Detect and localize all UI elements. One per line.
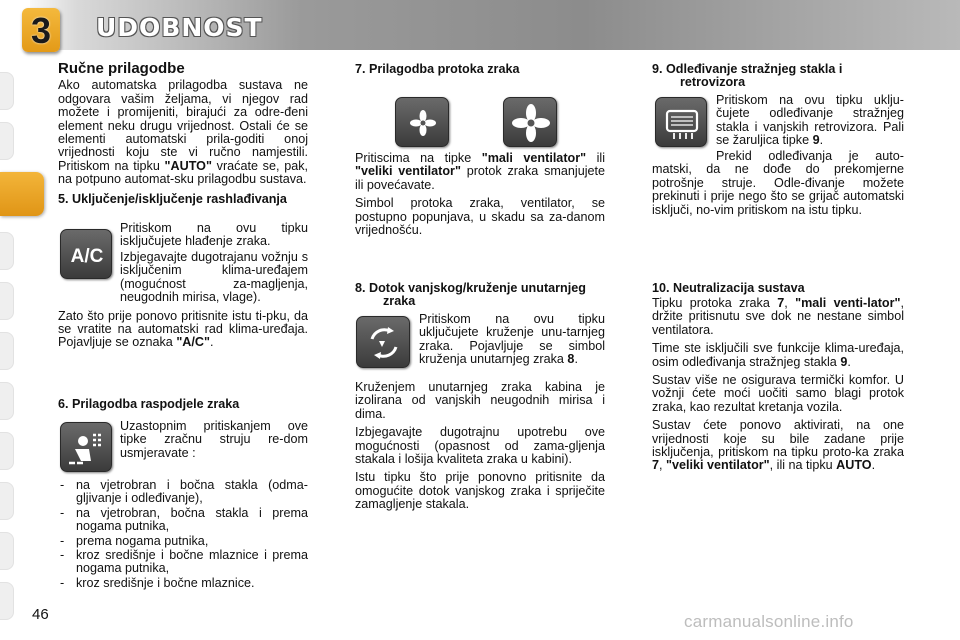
section-10-p4: Sustav ćete ponovo aktivirati, na one vrijednosti koje su bile zadane prije isključenja, pritiskom na tipku proto-ka zraka 7, "veliki ventilator", ili na tipku AUTO.: [652, 418, 904, 473]
section-9-p1: Pritiskom na ovu tipku uklju-čujete odleđivanje stražnjeg stakla i vanjskih retrovizora. Pali se žaruljica tipke 9.: [716, 93, 904, 148]
list-item: - kroz središnje i bočne mlaznice.: [58, 577, 308, 590]
section-8-p3: Izbjegavajte dugotrajnu upotrebu ove mogućnosti (opasnost od zama-gljenja stakala i lošija kvaliteta zraka u kabini).: [355, 425, 605, 467]
side-tab-10[interactable]: [0, 532, 14, 570]
section-7-title: 7. Prilagodba protoka zraka: [355, 62, 520, 76]
list-item: - na vjetrobran i bočna stakla (odma-gljivanje i odleđivanje),: [58, 479, 308, 506]
side-tab-9[interactable]: [0, 482, 14, 520]
chapter-header: [0, 0, 960, 58]
side-tab-2[interactable]: [0, 122, 14, 160]
side-tab-6[interactable]: [0, 332, 14, 370]
section-8-p1: Pritiskom na ovu tipku uključujete kruženje unu-tarnjeg zraka. Pojavljuje se simbol kruženja unutarnjeg zraka 8.: [419, 312, 605, 367]
section-7-p2: Simbol protoka zraka, ventilator, se postupno popunjava, u skadu sa za-danom vrijednošću.: [355, 196, 605, 238]
side-tab-4[interactable]: [0, 232, 14, 270]
list-item: - prema nogama putnika,: [58, 535, 308, 548]
side-tab-7[interactable]: [0, 382, 14, 420]
section-10-title: 10. Neutralizacija sustava: [652, 281, 805, 295]
intro-paragraph: Ako automatska prilagodba sustava ne odgovara vašim željama, vi njegov rad možete i promijeniti, birajući za odre-đeni element neku drugu vrijednost. Ostali će se elementi automatski prila-goditi onoj vrijednosti koju ste vi ručno namjestili. Pritiskom na tipku "AUTO" vraćate se, pak, na potpuno automat-sku prilagodbu sustava.: [58, 78, 309, 187]
chapter-number: 3: [30, 10, 52, 51]
air-direction-list: [58, 479, 308, 590]
page-number: 46: [32, 606, 49, 623]
side-tab-11[interactable]: [0, 582, 14, 620]
side-tab-8[interactable]: [0, 432, 14, 470]
list-item: - kroz središnje i bočne mlaznice i prema nogama putnika,: [58, 549, 308, 576]
recirculation-icon: [356, 316, 410, 368]
section-8-p4: Istu tipku što prije ponovno pritisnite da omogućite dotok vanjskog zraka i spriječite zamagljenje stakala.: [355, 470, 605, 512]
side-tab-1[interactable]: [0, 72, 14, 110]
section-5-p3: Zato što prije ponovo pritisnite istu ti-pku, da se vratite na automatski rad klima-uređaja. Pojavljuje se oznaka "A/C".: [58, 308, 308, 350]
section-10-p1: Tipku protoka zraka 7, "mali venti-lator", držite pritisnutu sve dok ne nestane simbol ventilatora.: [652, 296, 904, 337]
chapter-title: UDOBNOST: [96, 13, 263, 42]
section-5-p1: Pritiskom na ovu tipku isključujete hlađenje zraka.: [120, 221, 308, 249]
section-6-title: 6. Prilagodba raspodjele zraka: [58, 397, 240, 411]
section-8-title: 8. Dotok vanjskog/kruženje unutarnjeg zraka: [355, 281, 586, 309]
section-10-p2: Time ste isključili sve funkcije klima-uređaja, osim odleđivanja stražnjeg stakla 9.: [652, 341, 904, 369]
section-10-p3: Sustav više ne osigurava termički komfor. U vožnji ćete moći uočiti samo blagi protok zraka, kao rezultat kretanja vozila.: [652, 373, 904, 414]
section-6-p1: Uzastopnim pritiskanjem ove tipke zračnu struju re-dom usmjeravate :: [120, 419, 308, 460]
section-9-title: 9. Odleđivanje stražnjeg stakla i retrovizora: [652, 62, 843, 90]
small-fan-icon: [395, 97, 449, 147]
column-left: [58, 62, 308, 192]
watermark: carmanualsonline.info: [684, 612, 854, 631]
section-7-p1: Pritiscima na tipke "mali ventilator" ili "veliki ventilator" protok zraka smanjujete ili povećavate.: [355, 151, 606, 192]
ac-label: A/C: [70, 246, 104, 267]
section-5-p2: Izbjegavajte dugotrajanu vožnju s isključenim klima-uređajem (mogućnost za-magljenja, neugodnih mirisa, vlage).: [120, 250, 308, 305]
section-5-title: 5. Uključenje/isključenje rashlađivanja: [58, 192, 287, 206]
chapter-badge: [22, 8, 60, 52]
section-9-p2: Prekid odleđivanja je auto-matski, da ne dođe do prekomjerne potrošnje struje. Odle-đivanje možete prekinuti i prije nego što se grijač automatski isključi, no-vim pritiskom na istu tipku.: [652, 149, 904, 217]
section-8-p2: Kruženjem unutarnjeg zraka kabina je izolirana od vanjskih neugodnih mirisa i dima.: [355, 380, 605, 421]
list-item: - na vjetrobran, bočna stakla i prema nogama putnika,: [58, 507, 308, 534]
side-tab-active[interactable]: [0, 172, 44, 216]
rear-defrost-icon: [655, 97, 707, 147]
air-distribution-icon: [60, 422, 112, 472]
section-title-manual: Ručne prilagodbe: [58, 60, 185, 77]
large-fan-icon: [503, 97, 557, 147]
side-tab-5[interactable]: [0, 282, 14, 320]
